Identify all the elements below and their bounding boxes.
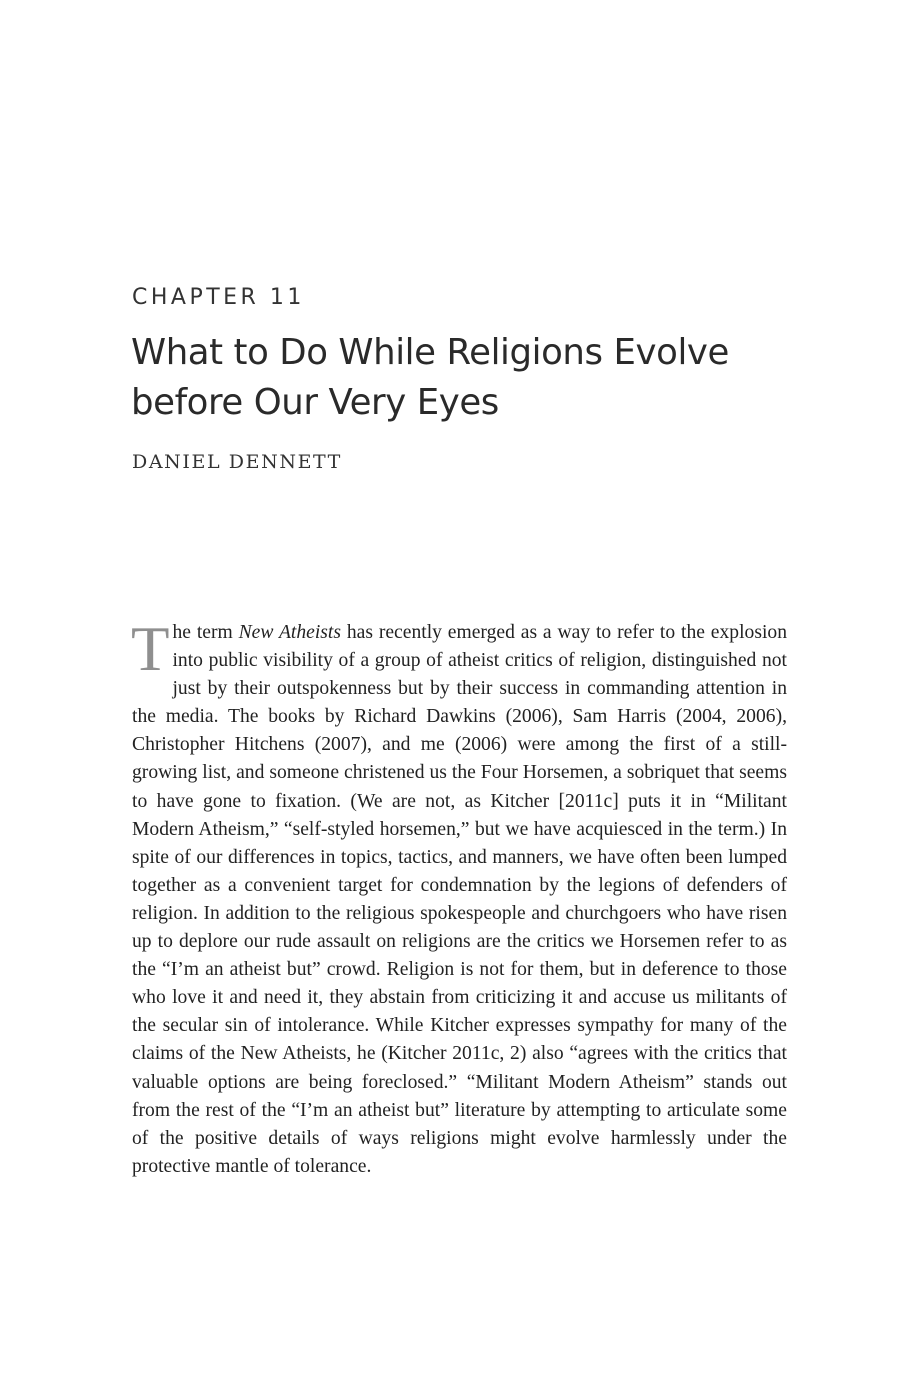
chapter-author: DANIEL DENNETT xyxy=(132,451,342,473)
italic-term: New Atheists xyxy=(238,622,341,643)
chapter-label: CHAPTER 11 xyxy=(132,285,305,310)
chapter-title-line-1: What to Do While Religions Evolve xyxy=(131,332,729,373)
chapter-title-line-2: before Our Very Eyes xyxy=(131,382,499,423)
body-paragraph xyxy=(131,614,787,1181)
paragraph-lead: he term xyxy=(172,622,239,643)
chapter-title xyxy=(131,328,791,428)
paragraph-remainder: has recently emerged as a way to refer to the explosion into public visibility of a group of atheist critics of religion, distinguished not just by their outspokenness but by their success in commanding attention in the media. The books by Richard Dawkins (2006), Sam Harris (2004, 2006), Christopher Hitchens (2007), and me (2006) were among the first of a still-growing list, and someone christened us the Four Horsemen, a sobriquet that seems to have gone to fixation. (We are not, as Kitcher [2011c] puts it in “Militant Modern Atheism,” “self-styled horsemen,” but we have acquiesced in the term.) In spite of our differences in topics, tactics, and manners, we have often been lumped together as a convenient target for condemnation by the legions of defenders of religion. In addition to the religious spokespeople and churchgoers who have risen up to deplore our rude assault on religions are the critics we Horsemen refer to as the “I’m an atheist but” crowd. Religion is not for them, but in deference to those who love it and need it, they abstain from criticizing it and accuse us militants of the secular sin of intolerance. While Kitcher expresses sympathy for many of the claims of the New Atheists, he (Kitcher 2011c, 2) also “agrees with the critics that valuable options are being foreclosed.” “Militant Modern Atheism” stands out from the rest of the “I’m an atheist but” literature by attempting to articulate some of the positive details of ways religions might evolve harmlessly under the protective mantle of tolerance. xyxy=(132,622,787,1177)
drop-cap: T xyxy=(131,614,170,684)
